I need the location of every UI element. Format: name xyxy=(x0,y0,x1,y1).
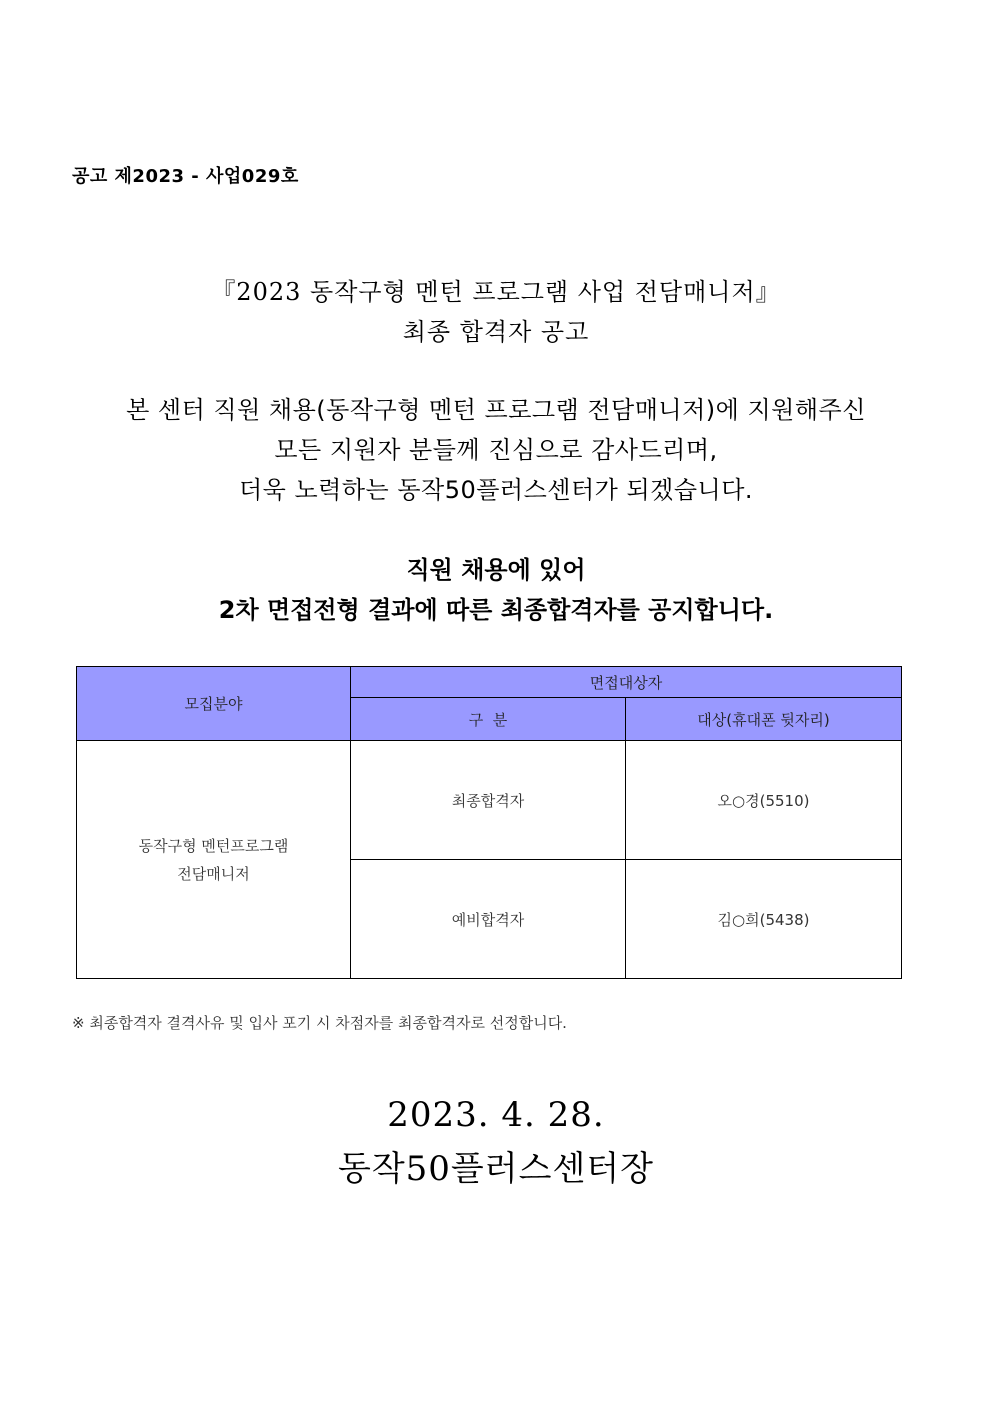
intro-line: 본 센터 직원 채용(동작구형 멘턴 프로그램 전담매니저)에 지원해주신 xyxy=(126,396,866,424)
intro-paragraph xyxy=(0,390,992,510)
announcement-line: 직원 채용에 있어 xyxy=(406,556,586,584)
header-interviewees: 면접대상자 xyxy=(351,667,902,698)
result-table xyxy=(76,666,902,979)
title-line-2: 최종 합격자 공고 xyxy=(402,318,590,346)
category-cell: 예비합격자 xyxy=(351,860,626,979)
intro-line: 더욱 노력하는 동작50플러스센터가 되겠습니다. xyxy=(238,476,754,504)
announcement-paragraph xyxy=(0,550,992,630)
field-cell xyxy=(77,741,351,979)
footnote: ※ 최종합격자 결격사유 및 입사 포기 시 차점자를 최종합격자로 선정합니다. xyxy=(72,1014,567,1032)
document-title xyxy=(0,272,992,352)
category-cell: 최종합격자 xyxy=(351,741,626,860)
header-field: 모집분야 xyxy=(77,667,351,741)
signatory: 동작50플러스센터장 xyxy=(337,1149,654,1189)
title-line-1: 『2023 동작구형 멘턴 프로그램 사업 전담매니저』 xyxy=(211,278,781,306)
target-cell: 오○경(5510) xyxy=(626,741,902,860)
closing-block xyxy=(0,1088,992,1196)
header-target: 대상(휴대폰 뒷자리) xyxy=(626,698,902,741)
target-cell: 김○희(5438) xyxy=(626,860,902,979)
field-line-1: 동작구형 멘턴프로그램 xyxy=(138,836,289,855)
announcement-line: 2차 면접전형 결과에 따른 최종합격자를 공지합니다. xyxy=(218,596,774,624)
intro-line: 모든 지원자 분들께 진심으로 감사드리며, xyxy=(274,436,718,464)
header-category: 구 분 xyxy=(351,698,626,741)
notice-number: 공고 제2023 - 사업029호 xyxy=(72,166,299,187)
table-row xyxy=(77,741,902,860)
field-line-2: 전담매니저 xyxy=(177,864,250,883)
announcement-date: 2023. 4. 28. xyxy=(387,1095,605,1135)
